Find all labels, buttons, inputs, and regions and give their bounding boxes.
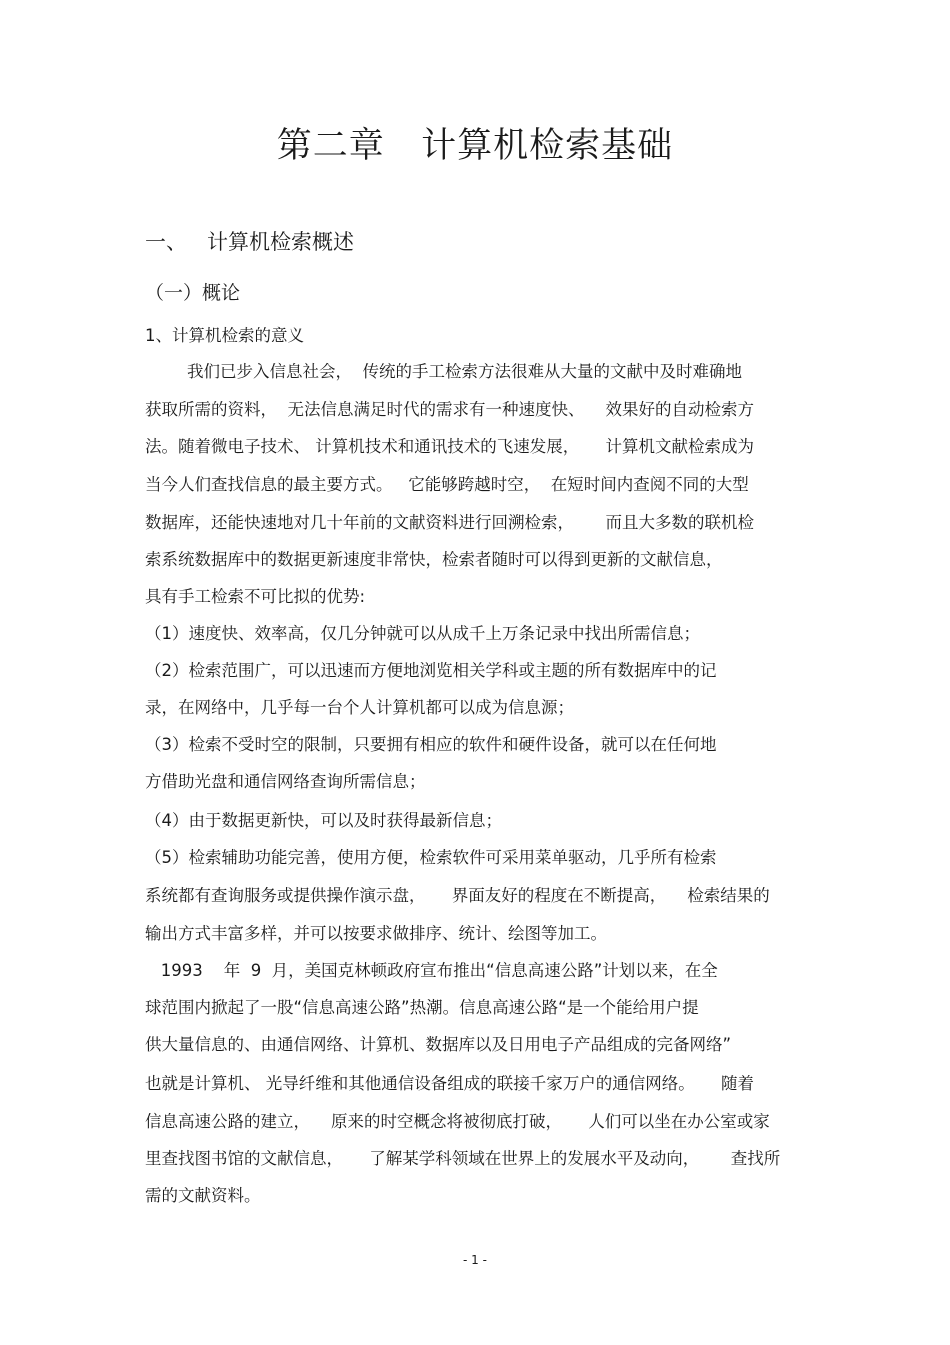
paragraph-line: 也就是计算机、 光导纤维和其他通信设备组成的联接千家万户的通信网络。 随着 bbox=[145, 1074, 754, 1093]
list-item: （2）检索范围广，可以迅速而方便地浏览相关学科或主题的所有数据库中的记 bbox=[145, 661, 717, 680]
paragraph-line: 数据库，还能快速地对几十年前的文献资料进行回溯检索， 而且大多数的联机检 bbox=[145, 513, 754, 532]
list-item-continuation: 录，在网络中，几乎每一台个人计算机都可以成为信息源； bbox=[145, 698, 574, 717]
paragraph-line: 需的文献资料。 bbox=[145, 1186, 261, 1205]
paragraph-line: 供大量信息的、由通信网络、计算机、数据库以及日用电子产品组成的完备网络” bbox=[145, 1035, 732, 1054]
paragraph-line: 法。随着微电子技术、 计算机技术和通讯技术的飞速发展， 计算机文献检索成为 bbox=[145, 437, 754, 456]
list-item: （4）由于数据更新快，可以及时获得最新信息； bbox=[145, 811, 502, 830]
paragraph-line: 信息高速公路的建立， 原来的时空概念将被彻底打破， 人们可以坐在办公室或家 bbox=[145, 1112, 770, 1131]
paragraph-line: 我们已步入信息社会， 传统的手工检索方法很难从大量的文献中及时难确地 bbox=[145, 362, 742, 381]
chapter-title: 第二章 计算机检索基础 bbox=[276, 126, 674, 166]
list-item: （1）速度快、效率高，仅几分钟就可以从成千上万条记录中找出所需信息； bbox=[145, 624, 700, 643]
paragraph-line: 球范围内掀起了一股“信息高速公路”热潮。信息高速公路“是一个能给用户提 bbox=[145, 998, 699, 1017]
list-item-continuation: 系统都有查询服务或提供操作演示盘， 界面友好的程度在不断提高， 检索结果的 bbox=[145, 886, 770, 905]
subsection-heading: （一）概论 bbox=[145, 282, 241, 304]
item-heading: 1、计算机检索的意义 bbox=[145, 326, 304, 345]
paragraph-line: 具有手工检索不可比拟的优势: bbox=[145, 587, 366, 606]
section-heading: 一、 计算机检索概述 bbox=[145, 230, 355, 254]
list-item: （3）检索不受时空的限制，只要拥有相应的软件和硬件设备，就可以在任何地 bbox=[145, 735, 717, 754]
list-item-continuation: 方借助光盘和通信网络查询所需信息； bbox=[145, 772, 426, 791]
list-item: （5）检索辅助功能完善，使用方便，检索软件可采用菜单驱动，几乎所有检索 bbox=[145, 848, 717, 867]
list-item-continuation: 输出方式丰富多样，并可以按要求做排序、统计、绘图等加工。 bbox=[145, 924, 607, 943]
paragraph-line: 当今人们查找信息的最主要方式。 它能够跨越时空， 在短时间内查阅不同的大型 bbox=[145, 475, 749, 494]
paragraph-line: 索系统数据库中的数据更新速度非常快，检索者随时可以得到更新的文献信息， bbox=[145, 550, 723, 569]
paragraph-line: 1993 年 9 月，美国克林顿政府宣布推出“信息高速公路”计划以来，在全 bbox=[145, 961, 718, 980]
page-number: - 1 - bbox=[463, 1253, 487, 1267]
paragraph-line: 里查找图书馆的文献信息， 了解某学科领域在世界上的发展水平及动向， 查找所 bbox=[145, 1149, 781, 1168]
paragraph-line: 获取所需的资料， 无法信息满足时代的需求有一种速度快、 效果好的自动检索方 bbox=[145, 400, 754, 419]
